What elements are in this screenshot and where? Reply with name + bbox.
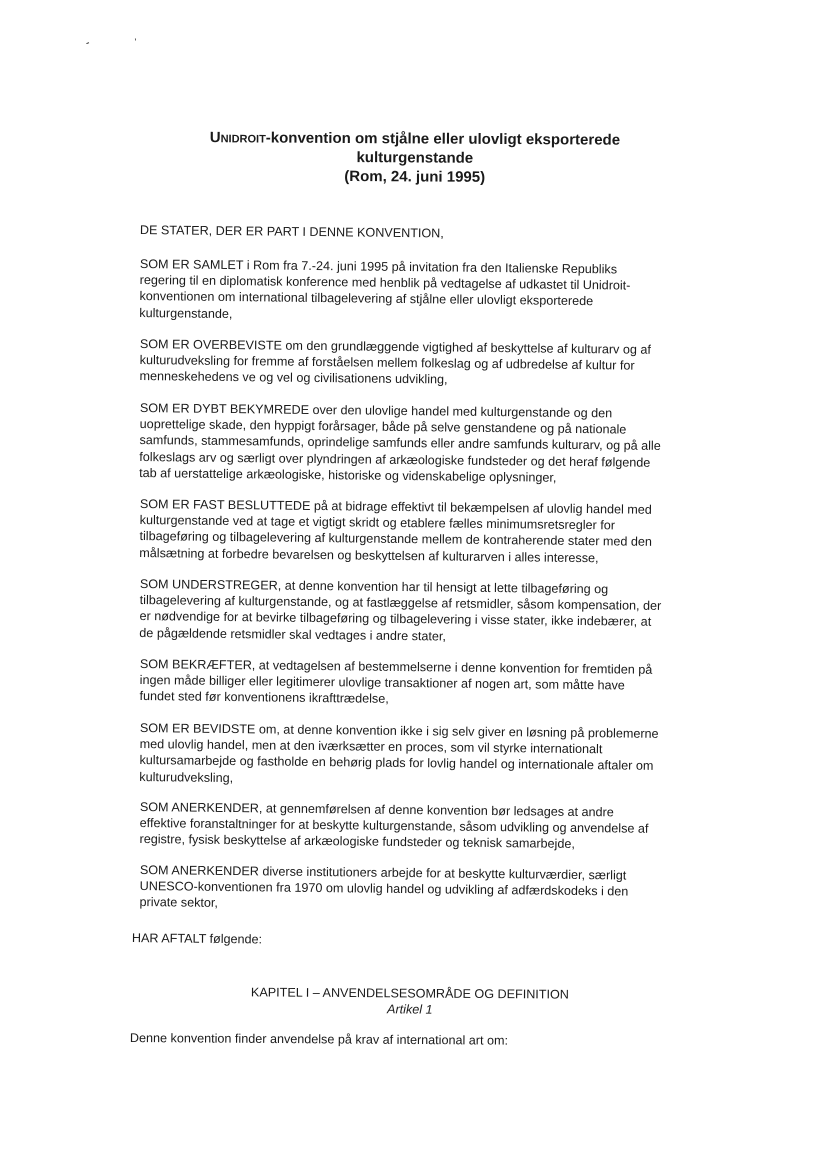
paragraph-7 [139,720,710,791]
scan-speck: ` [128,37,139,50]
paragraph-line: kultursamarbejde og fastholde en behørig plads for lovlig handel og internationale aftaler om [139,753,654,774]
paragraph-line: SOM BEKRÆFTER, at vedtagelsen af bestemmelserne i denne konvention for fremtiden på [139,656,653,677]
title-line-3: (Rom, 24. juni 1995) [344,168,486,186]
paragraph-8 [139,799,710,854]
paragraph-line: tilbagelevering af kulturgenstande, og at fastlæggelse af retsmidler, såsom kompensation, der [139,593,662,614]
title-line-1-rest: -konvention om stjålne eller ulovligt eksporterede [265,129,621,149]
paragraph-line: samfunds, stammesamfunds, oprindelige samfunds eller andre samfunds kulturarv, og på alle [139,433,661,454]
paragraph-line: kulturgenstande ved at tage et vigtigt skridt og etablere fælles minimumsretsregler for [139,513,616,533]
paragraph-line: er nødvendige for at bevirke tilbageføring og tilbagelevering i visse stater, ikke indebærer, at [139,609,652,630]
paragraph-line: SOM ER OVERBEVISTE om den grundlæggende vigtighed af beskyttelse af kulturarv og af [139,336,651,357]
chapter-heading-block [200,984,620,1019]
paragraph-line: private sektor, [139,895,219,911]
paragraph-line: målsætning at forbedre bevarelsen og beskyttelsen af kulturarven i alles interesse, [139,545,599,565]
paragraph-line: konventionen om international tilbagelevering af stjålne eller ulovligt eksporterede [139,289,594,309]
paragraph-line: registre, fysisk beskyttelse af arkæologiske fundsteder og teknisk samarbejde, [139,832,575,852]
paragraph-9 [139,862,710,917]
agreed-statement [132,930,702,953]
chapter-heading: KAPITEL I – ANVENDELSESOMRÅDE OG DEFINITION [250,985,569,1002]
paragraph-line: regering til en diplomatisk konference med henblik på vedtagelse af udkastet til Unidroit- [139,273,631,293]
paragraph-line: menneskehedens ve og vel og civilisationens udvikling, [139,369,448,387]
preamble-heading-text: DE STATER, DER ER PART I DENNE KONVENTION, [139,222,444,241]
paragraph-line: effektive foranstaltninger for at beskytte kulturgenstande, såsom udvikling og anvendelse af [139,816,649,836]
paragraph-line: uoprettelige skade, den hyppigt forårsager, både på selve genstandene og på nationale [139,417,627,437]
paragraph-line: SOM ER FAST BESLUTTEDE på at bidrage effektivt til bekæmpelsen af ulovlig handel med [139,496,652,517]
paragraph-line: tilbageføring og tilbagelevering af kulturgenstande mellem de kontraherende stater med den [139,529,653,550]
agreed-text: HAR AFTALT følgende: [131,930,263,947]
paragraph-1 [139,256,710,327]
paragraph-line: SOM ER SAMLET i Rom fra 7.-24. juni 1995 på invitation fra den Italienske Republiks [139,256,618,277]
article-1-intro: Denne konvention finder anvendelse på krav af international art om: [129,1031,509,1048]
paragraph-line: SOM ANERKENDER, at gennemførelsen af denne konvention bør ledsages at andre [139,799,614,820]
document-title [180,128,650,188]
paragraph-line: fundet sted før konventionens ikrafttrædelse, [139,689,389,707]
paragraph-line: kulturgenstande, [139,305,233,321]
preamble-heading [140,222,710,245]
paragraph-2 [139,336,710,391]
title-line-1 [180,128,650,150]
paragraph-line: UNESCO-konventionen fra 1970 om ulovlig handel og udvikling af adfærdskodeks i den [139,879,629,899]
paragraph-5 [139,576,710,647]
paragraph-line: tab af uerstattelige arkæologiske, historiske og videnskabelige oplysninger, [139,465,557,485]
paragraph-4 [139,496,710,567]
paragraph-3 [139,400,710,487]
article-heading: Artikel 1 [387,1002,433,1017]
paragraph-line: SOM ANERKENDER diverse institutioners arbejde for at beskytte kulturværdier, særligt [139,862,627,883]
title-line-2: kulturgenstande [356,149,474,167]
paragraph-6 [139,656,710,711]
paragraph-line: SOM ER DYBT BEKYMREDE over den ulovlige handel med kulturgenstande og den [139,400,613,421]
paragraph-line: ingen måde billiger eller legitimerer ulovlige transaktioner af nogen art, som måtte have [139,673,625,693]
paragraph-line: SOM UNDERSTREGER, at denne konvention har til hensigt at lette tilbageføring og [139,576,609,597]
paragraph-line: kulturudveksling, [139,769,234,785]
title-organization: Unidroit [209,129,266,147]
paragraph-line: med ulovlig handel, men at den iværksætter en proces, som vil styrke internationalt [139,737,603,757]
scan-speck: - [83,36,92,50]
paragraph-line: folkeslags arv og særligt over plyndringen af arkæologiske fundsteder og det heraf følgende [139,449,651,470]
paragraph-line: de pågældende retsmidler skal vedtages i andre stater, [139,625,447,644]
paragraph-line: kulturudveksling for fremme af forståelsen mellem folkeslag og af udbredelse af kultur for [139,353,635,373]
paragraph-line: SOM ER BEVIDSTE om, at denne konvention ikke i sig selv giver en løsning på problemerne [139,720,659,741]
